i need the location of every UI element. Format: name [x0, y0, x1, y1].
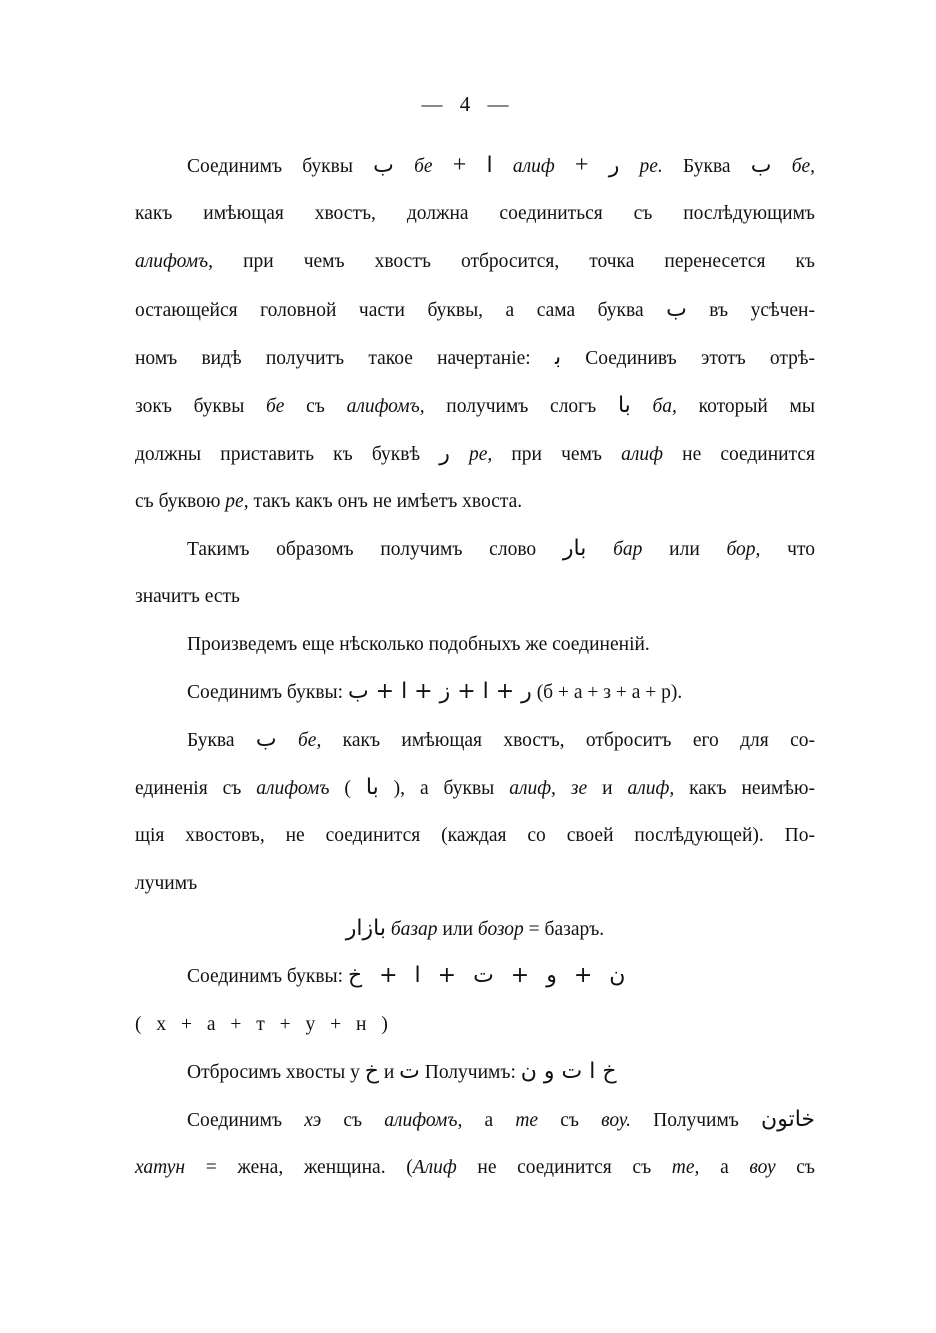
- plus-sign: +: [452, 152, 467, 178]
- p7-line-1: [187, 963, 815, 990]
- p1-line-7: [135, 441, 815, 468]
- arabic-bazar: بازار: [345, 916, 386, 941]
- arabic-re: ر: [608, 153, 620, 178]
- italic-term: алиф: [492, 156, 575, 177]
- text: не соединится: [663, 444, 816, 465]
- text: Получимъ:: [419, 1062, 521, 1083]
- italic-term: ре,: [225, 491, 249, 512]
- italic-term: бор,: [726, 539, 761, 560]
- p1-line-5: [135, 345, 815, 372]
- italic-term: алиф,: [627, 778, 675, 799]
- italic-term: бе: [265, 396, 285, 417]
- arabic-letter-sequence: ن + و + ت + ا + خ: [347, 963, 626, 988]
- italic-term: алифомъ,: [346, 396, 425, 417]
- italic-term: бе,: [771, 156, 816, 177]
- text: Буква: [662, 156, 751, 177]
- arabic-be: ب: [750, 153, 772, 178]
- text: съ: [538, 1110, 602, 1131]
- italic-term: базар: [385, 919, 438, 940]
- p6-line-1: [135, 916, 815, 943]
- text: Буква: [187, 730, 256, 751]
- text: при чемъ: [492, 444, 622, 465]
- arabic-re: ر: [439, 441, 450, 466]
- text: и: [587, 778, 628, 799]
- text: должны приставить къ буквѣ: [135, 444, 440, 465]
- p1-line-2: какъ имѣющая хвостъ, должна соединиться съ послѣдующимъ: [135, 203, 815, 224]
- text: съ: [284, 396, 347, 417]
- text: что: [760, 539, 816, 560]
- arabic-ba: با: [365, 775, 379, 800]
- text: въ усѣчен-: [686, 300, 815, 321]
- p9-line-1: [187, 1059, 815, 1086]
- text: = базаръ.: [523, 919, 605, 940]
- arabic-khatun: خاتون: [761, 1107, 815, 1132]
- arabic-be: ب: [373, 153, 394, 178]
- arabic-alif: ا: [486, 153, 493, 178]
- text: зокъ буквы: [135, 396, 266, 417]
- text: ), а буквы: [378, 778, 510, 799]
- italic-term: алиф, зе: [509, 778, 588, 799]
- text: или: [437, 919, 478, 940]
- text: какъ неимѣю-: [674, 778, 815, 799]
- italic-term: воу: [749, 1157, 776, 1178]
- arabic-be: ب: [255, 727, 277, 752]
- p10-line-2: [135, 1155, 815, 1181]
- text: такъ какъ онъ не имѣетъ хвоста.: [248, 491, 523, 512]
- italic-term: бозор: [477, 919, 524, 940]
- italic-term: бе,: [276, 730, 322, 751]
- italic-term: бар: [586, 539, 643, 560]
- italic-term: хатун: [135, 1157, 186, 1178]
- text: Соединимъ буквы: [187, 156, 374, 177]
- text: = жена, женщина. (: [185, 1157, 413, 1178]
- italic-term: ре.: [619, 156, 663, 177]
- p5-line-2: [135, 775, 815, 802]
- italic-term: хэ: [304, 1110, 322, 1131]
- text: Такимъ образомъ получимъ слово: [187, 539, 563, 560]
- text: номъ видѣ получитъ такое начертаніе:: [135, 348, 555, 369]
- text: Отбросимъ хвосты у: [187, 1062, 365, 1083]
- text: а: [462, 1110, 516, 1131]
- plus-sign: +: [574, 152, 589, 178]
- text: или: [642, 539, 727, 560]
- p1-line-1: [187, 152, 815, 180]
- text: съ: [321, 1110, 385, 1131]
- text: Соединимъ буквы:: [187, 682, 348, 703]
- italic-term: Алиф: [412, 1157, 457, 1178]
- italic-term: алиф: [621, 444, 663, 465]
- arabic-initial-be: ﺑ: [554, 345, 562, 370]
- italic-term: те: [515, 1110, 539, 1131]
- p5-line-4: лучимъ: [135, 873, 198, 894]
- p5-line-1: [187, 727, 815, 754]
- arabic-khe: خ: [364, 1059, 379, 1084]
- p1-line-4: [135, 297, 815, 324]
- text: какъ имѣющая хвостъ, отброситъ его для со-: [321, 730, 816, 751]
- text: (б + а + з + а + р).: [531, 682, 683, 703]
- p1-line-3: [135, 249, 815, 275]
- italic-term: воу.: [601, 1110, 631, 1131]
- arabic-letter-sequence: خ ا ت و ن: [520, 1059, 617, 1084]
- text: который мы: [676, 396, 815, 417]
- text: Соединивъ этотъ отрѣ-: [561, 348, 815, 369]
- arabic-bar: بار: [562, 536, 587, 561]
- p4-line-1: [187, 679, 815, 706]
- text: и: [378, 1062, 400, 1083]
- italic-term: алифомъ: [256, 778, 330, 799]
- italic-term: ба,: [630, 396, 677, 417]
- text: Соединимъ: [187, 1110, 305, 1131]
- p8-line-1: ( х + а + т + у + н ): [135, 1014, 388, 1035]
- p5-line-3: щія хвостовъ, не соединится (каждая со своей послѣдующей). По-: [135, 825, 815, 846]
- arabic-ba: با: [617, 393, 631, 418]
- p1-line-8: [135, 489, 815, 515]
- text: Получимъ: [631, 1110, 762, 1131]
- arabic-letter-sequence: ر + ا + ز + ا + ب: [347, 679, 532, 704]
- text: получимъ слогъ: [424, 396, 618, 417]
- italic-term: ре,: [449, 444, 493, 465]
- text: а: [699, 1157, 750, 1178]
- text: съ буквою: [135, 491, 226, 512]
- text: не соединится съ: [456, 1157, 672, 1178]
- arabic-te: ت: [399, 1059, 420, 1084]
- page-number: — 4 —: [421, 92, 515, 116]
- p2-line-2: значитъ есть: [135, 586, 240, 607]
- arabic-be: ب: [666, 297, 687, 322]
- italic-term: бе: [393, 156, 453, 177]
- p2-line-1: [187, 536, 815, 563]
- italic-term: те,: [671, 1157, 700, 1178]
- text: съ: [775, 1157, 815, 1178]
- text: остающейся головной части буквы, а сама буква: [135, 300, 667, 321]
- text: Соединимъ буквы:: [187, 966, 348, 987]
- p10-line-1: [187, 1107, 815, 1134]
- p3-line-1: Произведемъ еще нѣсколько подобныхъ же соединеній.: [187, 634, 650, 655]
- p1-line-6: [135, 393, 815, 420]
- text: (: [329, 778, 366, 799]
- text: единенія съ: [135, 778, 257, 799]
- italic-term: алифомъ,: [384, 1110, 463, 1131]
- italic-term: алифомъ,: [135, 251, 214, 272]
- text: при чемъ хвостъ отбросится, точка перенесется къ: [213, 251, 815, 272]
